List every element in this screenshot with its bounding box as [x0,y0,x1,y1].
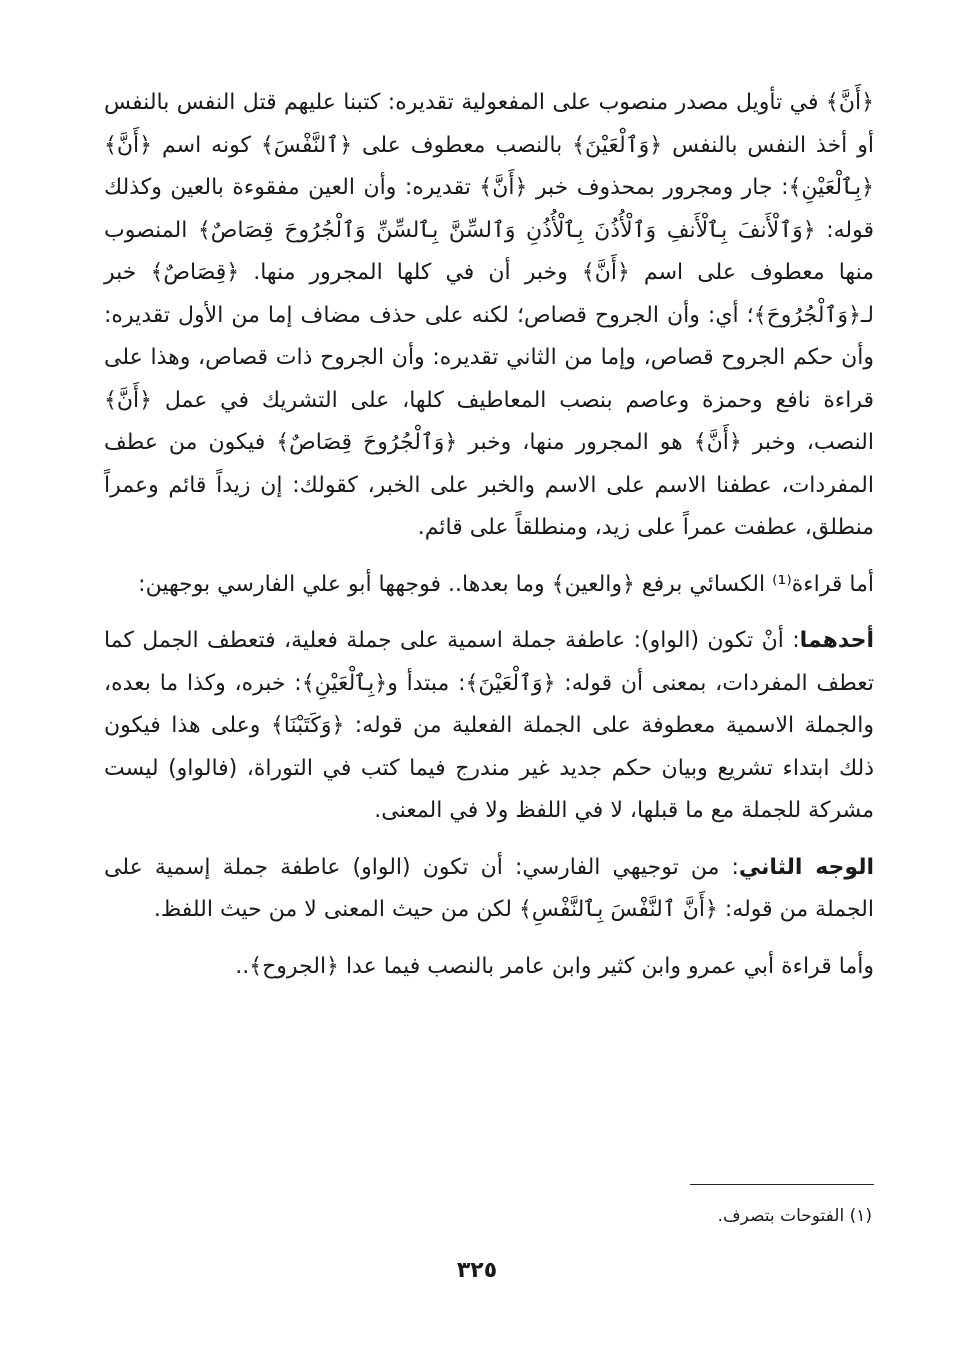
paragraph-3-text: : أنْ تكون (الواو): عاطفة جملة اسمية على جملة فعلية، فتعطف الجمل كما تعطف المفردات، بمعنى أن قوله: ﴿وَٱلْعَيْنَ﴾: مبتدأ و﴿بِٱلْعَيْنِ﴾: خبره، وكذا ما بعده، والجملة الاسمية معطوفة على الجملة الفعلية من قوله: ﴿وَكَتَبْنَا﴾ وعلى هذا فيكون ذلك ابتداء تشريع وبيان حكم جديد غير مندرج فيما كتب في التوراة، (فالواو) ليست مشركة للجملة مع ما قبلها، لا في اللفظ ولا في المعنى. [104,628,874,823]
paragraph-4 [104,847,874,932]
paragraph-1: ﴿أَنَّ﴾ في تأويل مصدر منصوب على المفعولية تقديره: كتبنا عليهم قتل النفس بالنفس أو أخذ النفس بالنفس ﴿وَٱلْعَيْنَ﴾ بالنصب معطوف على ﴿ٱلنَّفْسَ﴾ كونه اسم ﴿أَنَّ﴾ ﴿بِٱلْعَيْنِ﴾: جار ومجرور بمحذوف خبر ﴿أَنَّ﴾ تقديره: وأن العين مفقوءة بالعين وكذلك قوله: ﴿وَٱلْأَنفَ بِٱلْأَنفِ وَٱلْأُذُنَ بِٱلْأُذُنِ وَٱلسِّنَّ بِٱلسِّنِّ وَٱلْجُرُوحَ قِصَاصٌ﴾ المنصوب منها معطوف على اسم ﴿أَنَّ﴾ وخبر أن في كلها المجرور منها. ﴿قِصَاصٌ﴾ خبر لـ﴿وَٱلْجُرُوحَ﴾؛ أي: وأن الجروح قصاص؛ لكنه على حذف مضاف إما من الأول تقديره: وأن حكم الجروح قصاص، وإما من الثاني تقديره: وأن الجروح ذات قصاص، وهذا على قراءة نافع وحمزة وعاصم بنصب المعاطيف كلها، على التشريك في عمل ﴿أَنَّ﴾ النصب، وخبر ﴿أَنَّ﴾ هو المجرور منها، وخبر ﴿وَٱلْجُرُوحَ قِصَاصٌ﴾ فيكون من عطف المفردات، عطفنا الاسم على الاسم والخبر على الخبر، كقولك: إن زيداً قائم وعمراً منطلق، عطفت عمراً على زيد، ومنطلقاً على قائم. [104,90,874,540]
paragraph-4-text: : من توجيهي الفارسي: أن تكون (الواو) عاطفة جملة إسمية على الجملة من قوله: ﴿أَنَّ ٱلنَّفْسَ بِٱلنَّفْسِ﴾ لكن من حيث المعنى لا من حيث اللفظ. [104,854,874,922]
footnote: (١) الفتوحات بتصرف. [717,1206,872,1226]
paragraph-3 [104,620,874,833]
paragraph-5: وأما قراءة أبي عمرو وابن كثير وابن عامر بالنصب فيما عدا ﴿الجروح﴾.. [235,953,874,979]
page-body [104,82,874,1002]
paragraph-4-lead: الوجه الثاني [738,854,874,880]
paragraph-3-lead: أحدهما [799,628,874,653]
paragraph-2: أما قراءة⁽¹⁾ الكسائي برفع ﴿والعين﴾ وما بعدها.. فوجهها أبو علي الفارسي بوجهين: [138,571,874,597]
footnote-divider [690,1184,874,1185]
page-number: ٣٢٥ [456,1258,498,1283]
